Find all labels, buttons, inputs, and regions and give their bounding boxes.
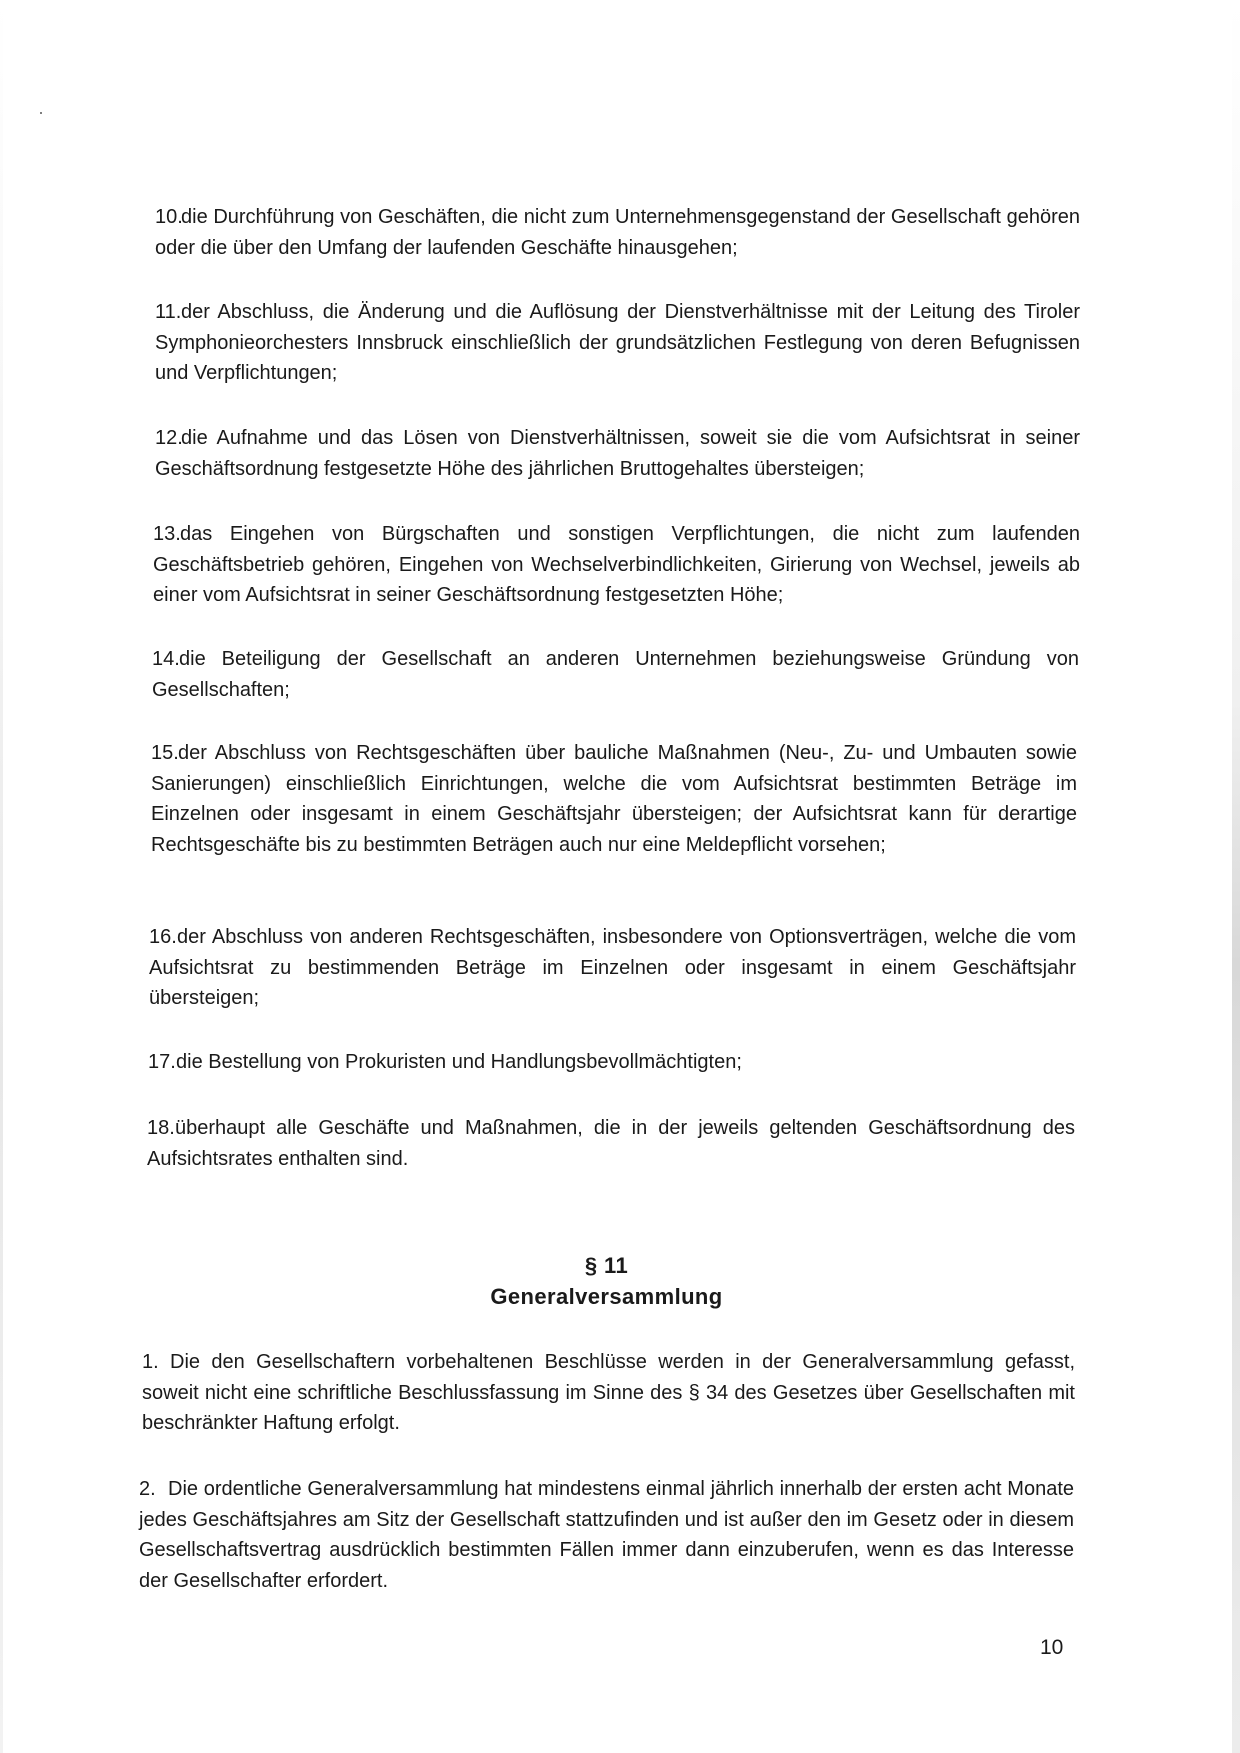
scan-speck — [40, 112, 42, 114]
list-item-number: 16. — [149, 926, 177, 948]
list-item-text: der Abschluss von anderen Rechtsgeschäften, insbesondere von Optionsverträgen, welche die vom Aufsichtsrat zu bestimmenden Beträge im Einzelnen oder insgesamt in einem Geschäftsjahr übersteigen; — [149, 926, 1076, 1009]
list-item — [155, 297, 1080, 389]
list-item-number: 10. — [155, 206, 183, 228]
list-item — [152, 644, 1079, 705]
page-number: 10 — [1040, 1636, 1064, 1659]
list-item — [148, 1047, 1076, 1078]
list-item-number: 2. — [139, 1478, 156, 1500]
list-item-number: 11. — [155, 301, 182, 323]
list-item — [155, 423, 1080, 484]
section-number: § 11 — [584, 1253, 629, 1278]
list-item — [139, 1474, 1074, 1596]
list-item — [147, 1113, 1075, 1174]
list-item-text: die Durchführung von Geschäften, die nicht zum Unternehmensgegenstand der Gesellschaft gehören oder die über den Umfang der laufenden Geschäfte hinausgehen; — [155, 206, 1080, 259]
list-item-text: überhaupt alle Geschäfte und Maßnahmen, die in der jeweils geltenden Geschäftsordnung des Aufsichtsrates enthalten sind. — [147, 1117, 1075, 1170]
scan-edge-right — [1232, 0, 1240, 1753]
list-item-number: 15. — [151, 742, 179, 764]
list-item-number: 18. — [147, 1117, 175, 1139]
list-item-number: 17. — [148, 1051, 176, 1073]
list-item — [149, 922, 1076, 1014]
list-item-number: 13. — [153, 523, 181, 545]
scan-edge-left — [0, 0, 3, 1753]
list-item — [151, 738, 1077, 860]
list-item-text: der Abschluss, die Änderung und die Auflösung der Dienstverhältnisse mit der Leitung des Tiroler Symphonieorchesters Innsbruck einschließlich der grundsätzlichen Festlegung von deren Befugnissen und Verpflichtungen; — [155, 301, 1080, 384]
list-item — [155, 202, 1080, 263]
list-item — [153, 519, 1080, 611]
list-item-text: der Abschluss von Rechtsgeschäften über bauliche Maßnahmen (Neu-, Zu- und Umbauten sowie Sanierungen) einschließlich Einrichtungen, welche die vom Aufsichtsrat bestimmten Beträge im Einzelnen oder insgesamt in einem Geschäftsjahr übersteigen; der Aufsichtsrat kann für derartige Rechtsgeschäfte bis zu bestimmten Beträgen auch nur eine Meldepflicht vorsehen; — [151, 742, 1077, 856]
list-item-number: 1. — [142, 1351, 159, 1373]
list-item-number: 12. — [155, 427, 183, 449]
list-item-text: Die den Gesellschaftern vorbehaltenen Beschlüsse werden in der Generalversammlung gefasst, soweit nicht eine schriftliche Beschlussfassung im Sinne des § 34 des Gesetzes über Gesellschaften mit beschränkter Haftung erfolgt. — [142, 1351, 1075, 1434]
list-item-text: das Eingehen von Bürgschaften und sonstigen Verpflichtungen, die nicht zum laufenden Geschäftsbetrieb gehören, Eingehen von Wechselverbindlichkeiten, Girierung von Wechsel, jeweils ab einer vom Aufsichtsrat in seiner Geschäftsordnung festgesetzten Höhe; — [153, 523, 1080, 606]
list-item-text: die Beteiligung der Gesellschaft an anderen Unternehmen beziehungsweise Gründung von Gesellschaften; — [152, 648, 1079, 701]
list-item-text: die Bestellung von Prokuristen und Handlungsbevollmächtigten; — [176, 1051, 742, 1073]
list-item — [142, 1347, 1075, 1439]
list-item-number: 14. — [152, 648, 180, 670]
list-item-text: Die ordentliche Generalversammlung hat mindestens einmal jährlich innerhalb der ersten acht Monate jedes Geschäftsjahres am Sitz der Gesellschaft stattzufinden und ist außer den im Gesetz oder in diesem Gesellschaftsvertrag ausdrücklich bestimmten Fällen immer dann einzuberufen, wenn es das Interesse der Gesellschafter erfordert. — [139, 1478, 1074, 1592]
list-item-text: die Aufnahme und das Lösen von Dienstverhältnissen, soweit sie die vom Aufsichtsrat in seiner Geschäftsordnung festgesetzte Höhe des jährlichen Bruttogehaltes übersteigen; — [155, 427, 1080, 480]
section-title: Generalversammlung — [490, 1284, 723, 1309]
